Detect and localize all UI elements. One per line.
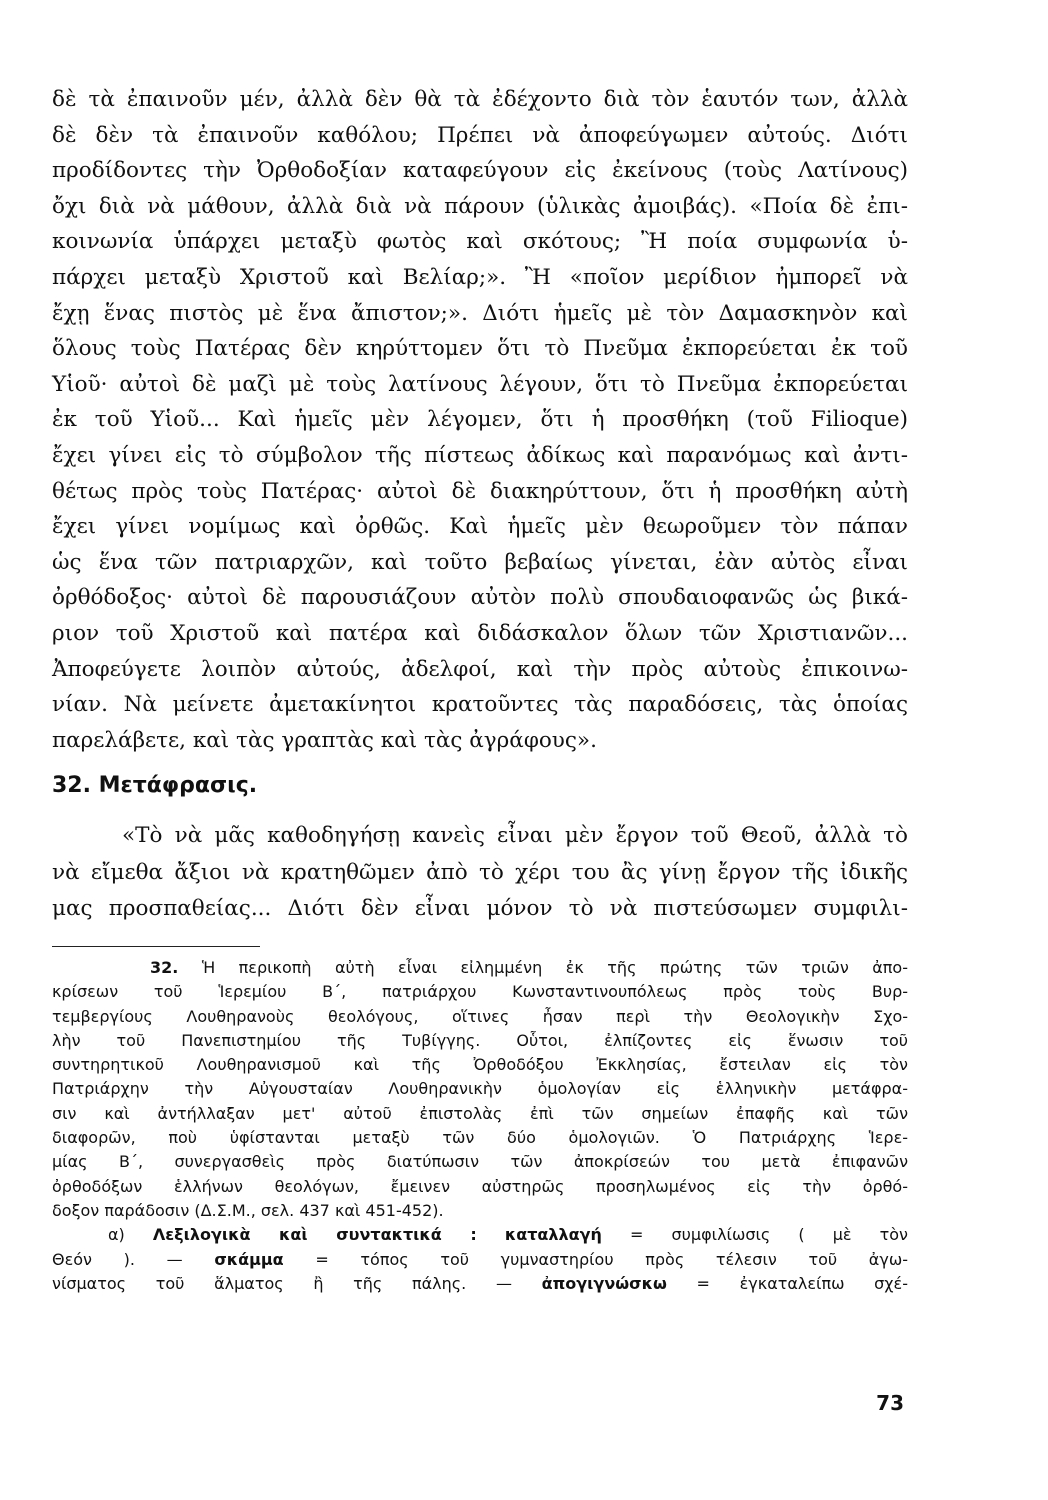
text-line: μας προσπαθείας... Διότι δὲν εἶναι μόνον τὸ νὰ πιστεύσωμεν συμφιλι- bbox=[52, 896, 908, 921]
section-heading: 32. Μετάφρασις. bbox=[52, 773, 258, 798]
vocabulary-separator: = bbox=[315, 1249, 329, 1269]
vocabulary-separator: = bbox=[696, 1273, 710, 1293]
vocabulary-term: καταλλαγή bbox=[504, 1225, 602, 1245]
section-text bbox=[52, 818, 908, 928]
text-line: νὰ εἴμεθα ἄξιοι νὰ κρατηθῶμεν ἀπὸ τὸ χέρι του ἂς γίνῃ ἔργον τῆς ἰδικῆς bbox=[52, 859, 908, 885]
text-line: Υἱοῦ· αὐτοὶ δὲ μαζὶ μὲ τοὺς λατίνους λέγουν, ὅτι τὸ Πνεῦμα ἐκπορεύεται bbox=[52, 371, 908, 397]
footnote-line: λὴν τοῦ Πανεπιστημίου τῆς Τυβίγγης. Οὗτοι, ἐλπίζοντες εἰς ἕνωσιν τοῦ bbox=[52, 1030, 908, 1050]
text-line: κοινωνία ὑπάρχει μεταξὺ φωτὸς καὶ σκότους; Ἢ ποία συμφωνία ὑ- bbox=[52, 229, 908, 255]
text-line: δὲ δὲν τὰ ἐπαινοῦν καθόλου; Πρέπει νὰ ἀποφεύγωμεν αὐτούς. Διότι bbox=[52, 122, 908, 148]
text-line: προδίδοντες τὴν Ὀρθοδοξίαν καταφεύγουν εἰς ἐκείνους (τοὺς Λατίνους) bbox=[52, 158, 908, 184]
text-line: ὄχι διὰ νὰ μάθουν, ἀλλὰ διὰ νὰ πάρουν (ὑλικὰς ἀμοιβάς). «Ποία δὲ ἐπι- bbox=[52, 193, 908, 219]
vocabulary-continuation: Θεόν ). — bbox=[52, 1249, 183, 1269]
footnote-line: δοξον παράδοσιν (Δ.Σ.Μ., σελ. 437 καὶ 451-452). bbox=[52, 1200, 444, 1220]
footnote-number: 32. bbox=[150, 958, 179, 977]
text-line: ἔχει γίνει νομίμως καὶ ὀρθῶς. Καὶ ἡμεῖς μὲν θεωροῦμεν τὸν πάπαν bbox=[52, 514, 908, 540]
main-text bbox=[52, 82, 908, 758]
vocabulary-line bbox=[52, 1223, 908, 1247]
text-line: ὀρθόδοξος· αὐτοὶ δὲ παρουσιάζουν αὐτὸν πολὺ σπουδαιοφανῶς ὡς βικά- bbox=[52, 585, 908, 611]
text-line: ὅλους τοὺς Πατέρας δὲν κηρύττομεν ὅτι τὸ Πνεῦμα ἐκπορεύεται ἐκ τοῦ bbox=[52, 336, 908, 362]
vocabulary-definition: τόπος τοῦ γυμναστηρίου πρὸς τέλεσιν τοῦ ἀγω- bbox=[360, 1249, 908, 1269]
vocabulary-heading: Λεξιλογικὰ καὶ συντακτικά : bbox=[152, 1225, 477, 1245]
vocabulary-continuation: νίσματος τοῦ ἅλματος ἢ τῆς πάλης. — bbox=[52, 1273, 512, 1293]
footnote-line: κρίσεων τοῦ Ἱερεμίου Β΄, πατριάρχου Κωνσταντινουπόλεως πρὸς τοὺς Βυρ- bbox=[52, 982, 908, 1002]
footnote-line: συντηρητικοῦ Λουθηρανισμοῦ καὶ τῆς Ὀρθοδόξου Ἐκκλησίας, ἔστειλαν εἰς τὸν bbox=[52, 1055, 908, 1075]
footnote-line: διαφορῶν, ποὺ ὑφίστανται μεταξὺ τῶν δύο ὁμολογιῶν. Ὁ Πατριάρχης Ἱερε- bbox=[52, 1128, 908, 1148]
text-line: ἔχει γίνει εἰς τὸ σύμβολον τῆς πίστεως ἀδίκως καὶ παρανόμως καὶ ἀντι- bbox=[52, 442, 908, 468]
vocabulary-term: ἀπογιγνώσκω bbox=[541, 1273, 667, 1293]
footnote-line: σιν καὶ ἀντήλλαξαν μετ' αὐτοῦ ἐπιστολὰς ἐπὶ τῶν σημείων ἐπαφῆς καὶ τῶν bbox=[52, 1103, 908, 1123]
footnote-line: τεμβεργίους Λουθηρανοὺς θεολόγους, οἵτινες ἦσαν περὶ τὴν Θεολογικὴν Σχο- bbox=[52, 1006, 908, 1026]
text-line: ὡς ἕνα τῶν πατριαρχῶν, καὶ τοῦτο βεβαίως γίνεται, ἐὰν αὐτὸς εἶναι bbox=[52, 549, 908, 575]
vocabulary-definition: ἐγκαταλείπω σχέ- bbox=[739, 1273, 908, 1293]
vocabulary-line bbox=[52, 1248, 908, 1272]
vocabulary-line bbox=[52, 1272, 908, 1296]
text-line: θέτως πρὸς τοὺς Πατέρας· αὐτοὶ δὲ διακηρύττουν, ὅτι ἡ προσθήκη αὐτὴ bbox=[52, 478, 908, 504]
text-line: Ἀποφεύγετε λοιπὸν αὐτούς, ἀδελφοί, καὶ τὴν πρὸς αὐτοὺς ἐπικοινω- bbox=[52, 656, 908, 682]
text-line: ριον τοῦ Χριστοῦ καὶ πατέρα καὶ διδάσκαλον ὅλων τῶν Χριστιανῶν... bbox=[52, 620, 908, 646]
text-line: δὲ τὰ ἐπαινοῦν μέν, ἀλλὰ δὲν θὰ τὰ ἐδέχοντο διὰ τὸν ἑαυτόν των, ἀλλὰ bbox=[52, 87, 908, 112]
text-line: «Τὸ νὰ μᾶς καθοδηγήσῃ κανεὶς εἶναι μὲν ἔργον τοῦ Θεοῦ, ἀλλὰ τὸ bbox=[122, 823, 908, 848]
footnote-block bbox=[52, 956, 908, 1296]
text-line: νίαν. Νὰ μείνετε ἀμετακίνητοι κρατοῦντες τὰς παραδόσεις, τὰς ὁποίας bbox=[52, 692, 908, 718]
footnote-line: ὀρθοδόξων ἑλλήνων θεολόγων, ἔμεινεν αὐστηρῶς προσηλωμένος εἰς τὴν ὀρθό- bbox=[52, 1176, 908, 1196]
footnote-divider bbox=[52, 946, 260, 947]
vocabulary-separator: = bbox=[630, 1225, 644, 1245]
vocabulary-definition: συμφιλίωσις ( μὲ τὸν bbox=[671, 1225, 908, 1245]
vocabulary-term: σκάμμα bbox=[214, 1249, 284, 1269]
footnote-line: μίας Β΄, συνεργασθεὶς πρὸς διατύπωσιν τῶν ἀποκρίσεών του μετὰ ἐπιφανῶν bbox=[52, 1152, 908, 1172]
page-number: 73 bbox=[876, 1391, 904, 1415]
footnote-line: Πατριάρχην τὴν Αὐγουσταίαν Λουθηρανικὴν ὁμολογίαν εἰς ἑλληνικὴν μετάφρα- bbox=[52, 1079, 908, 1099]
text-line: ἔχῃ ἕνας πιστὸς μὲ ἕνα ἄπιστον;». Διότι ἡμεῖς μὲ τὸν Δαμασκηνὸν καὶ bbox=[52, 300, 908, 326]
text-line: πάρχει μεταξὺ Χριστοῦ καὶ Βελίαρ;». Ἢ «ποῖον μερίδιον ἠμπορεῖ νὰ bbox=[52, 264, 908, 290]
text-line: ἐκ τοῦ Υἱοῦ... Καὶ ἡμεῖς μὲν λέγομεν, ὅτι ἡ προσθήκη (τοῦ Filioque) bbox=[52, 407, 908, 433]
footnote-text: Ἡ περικοπὴ αὐτὴ εἶναι εἰλημμένη ἐκ τῆς πρώτης τῶν τριῶν ἀπο- bbox=[201, 958, 908, 977]
text-line: παρελάβετε, καὶ τὰς γραπτὰς καὶ τὰς ἀγράφους». bbox=[52, 727, 597, 753]
footnote-line bbox=[52, 956, 908, 980]
vocabulary-label: α) bbox=[108, 1225, 125, 1245]
